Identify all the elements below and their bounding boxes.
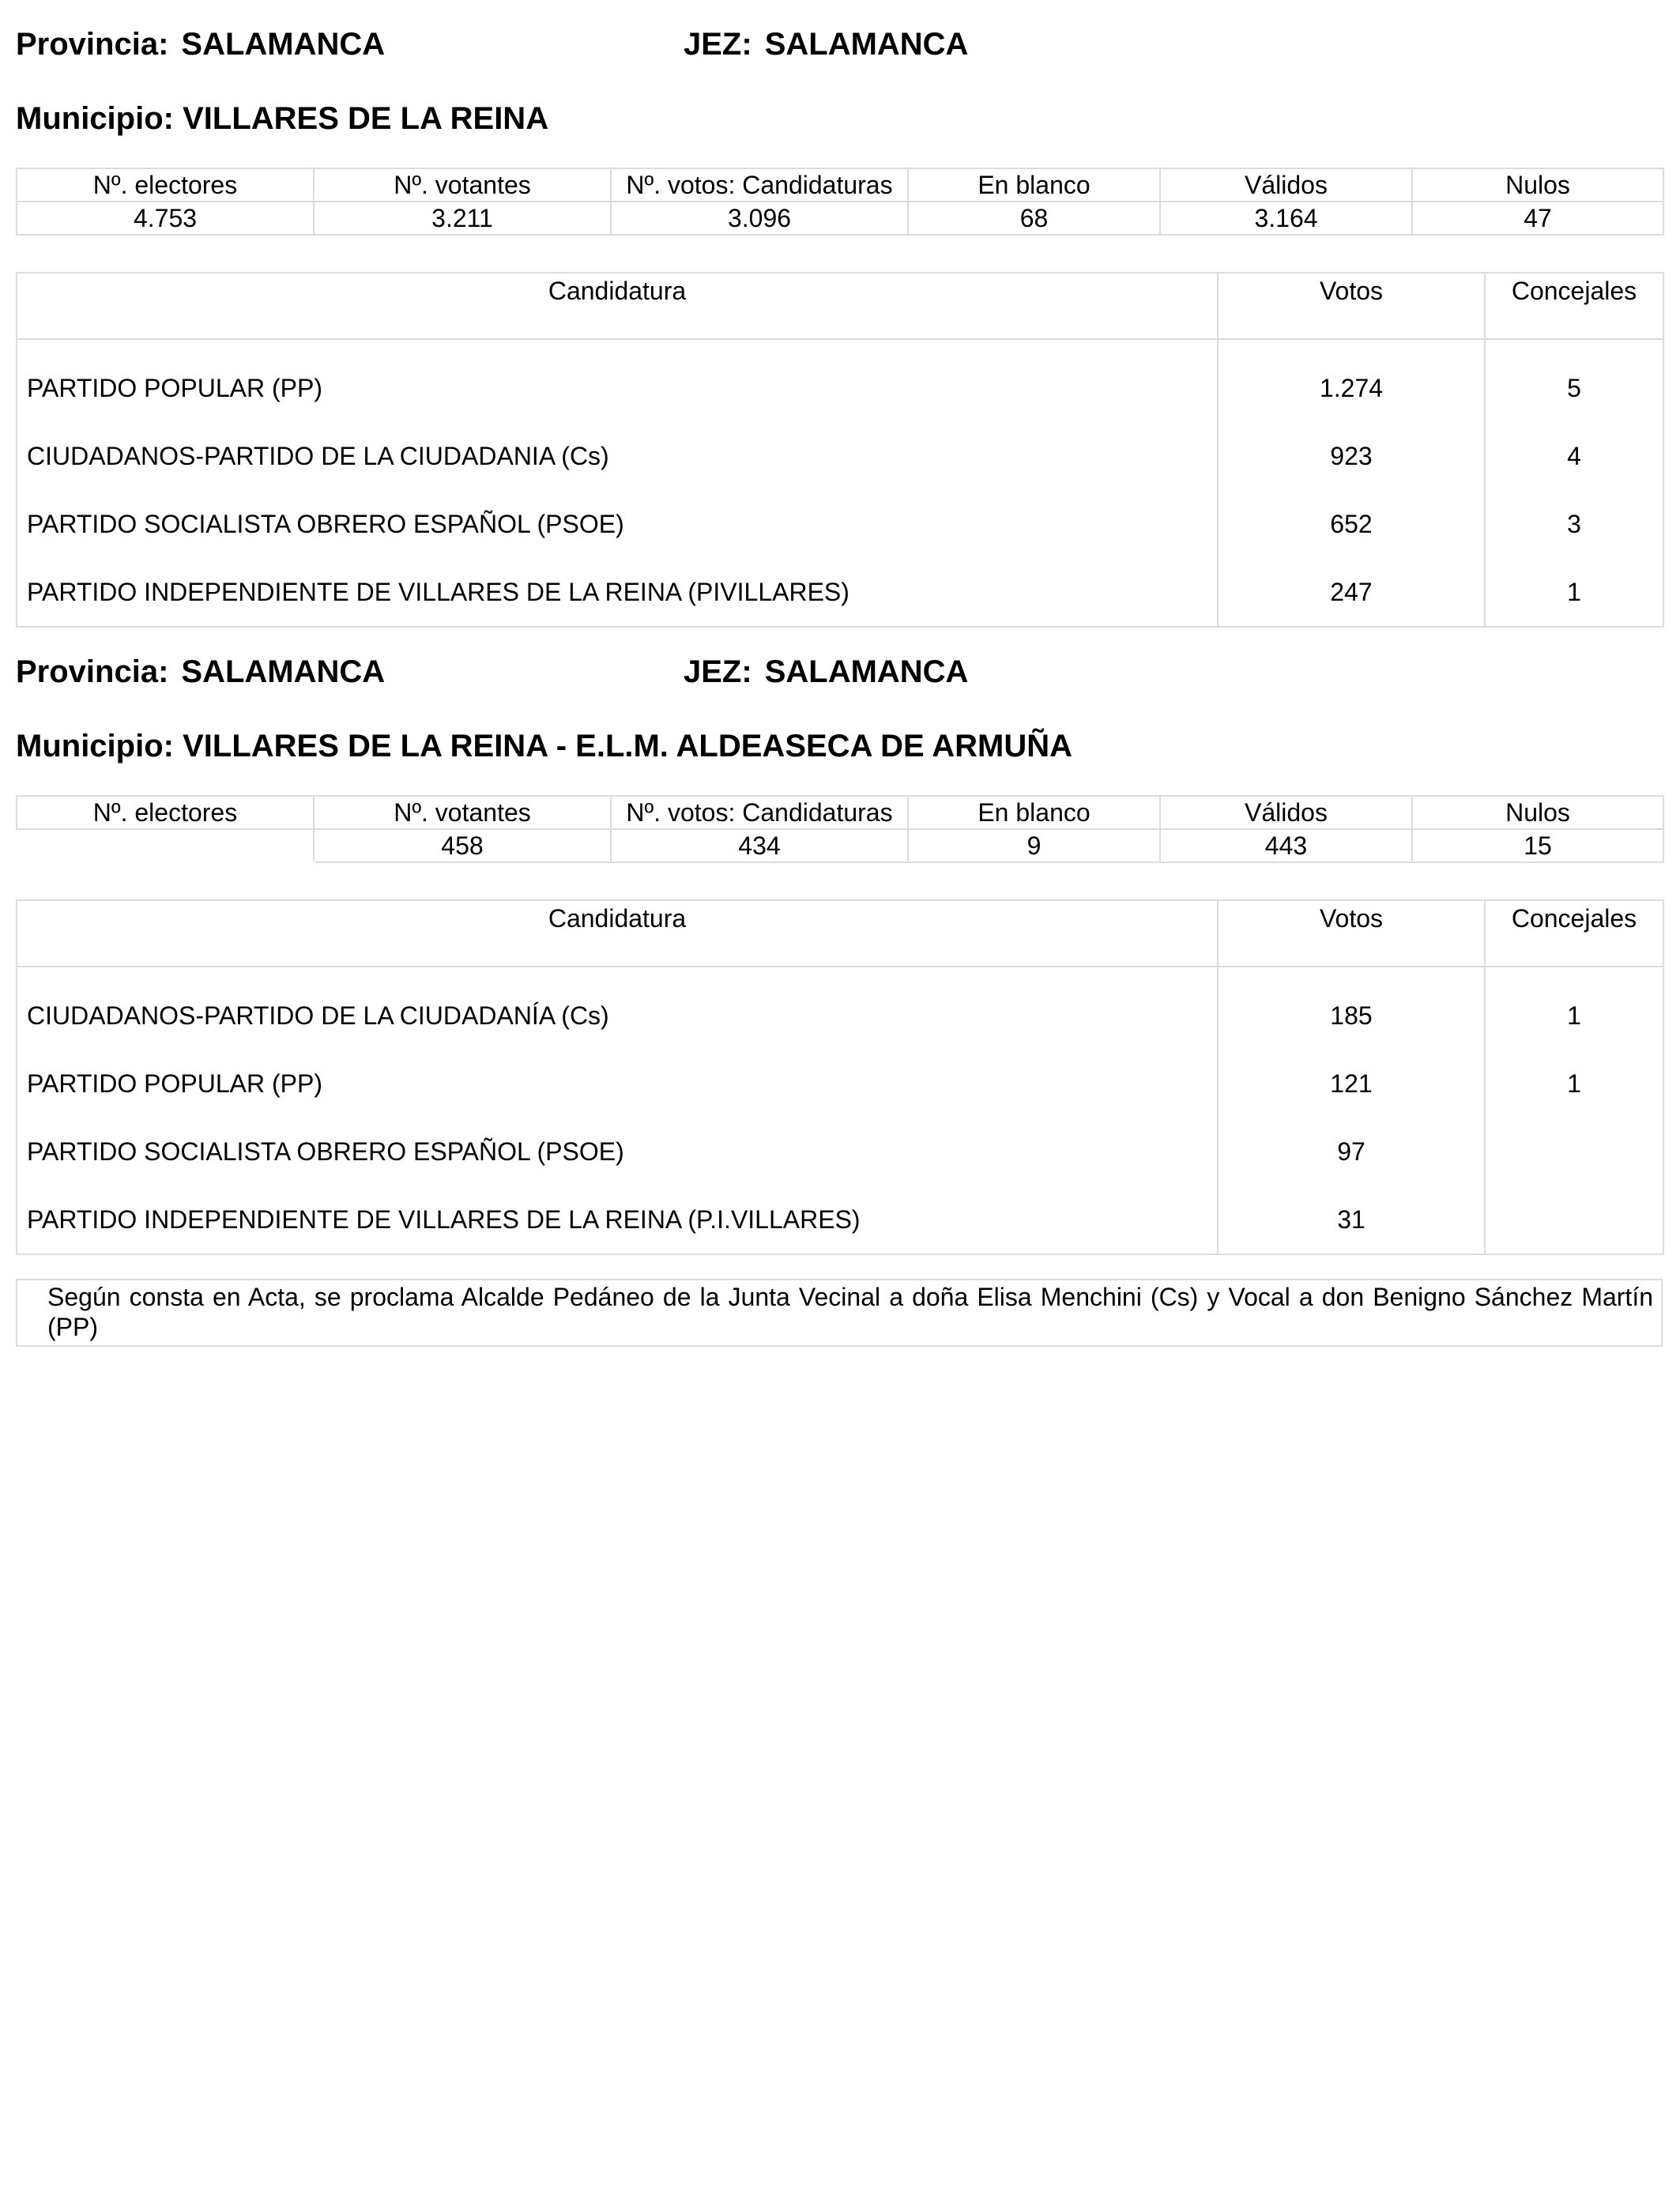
- candidatures-table: [16, 272, 1664, 628]
- stats-value: 3.096: [611, 202, 908, 235]
- stats-value: 15: [1412, 829, 1663, 862]
- stats-value: 458: [314, 829, 611, 862]
- provincia-line: [16, 27, 385, 62]
- provincia-line: [16, 654, 385, 689]
- votes-value: 1.274: [1319, 374, 1384, 402]
- seats-value: 4: [1567, 442, 1581, 470]
- municipio-label: Municipio:: [16, 729, 174, 763]
- candidatures-body-row: [17, 339, 1663, 627]
- candidature-votes: [1218, 339, 1485, 627]
- jez-value: SALAMANCA: [764, 654, 969, 689]
- jez-label: JEZ:: [684, 654, 752, 689]
- candidatures-table: [16, 899, 1664, 1255]
- stats-value-row: [17, 829, 1663, 862]
- municipio-value: VILLARES DE LA REINA - E.L.M. ALDEASECA DE ARMUÑA: [183, 729, 1073, 763]
- provincia-value: SALAMANCA: [181, 654, 386, 689]
- votos-header: Votos: [1218, 900, 1485, 967]
- candidature-seats: [1485, 967, 1663, 1254]
- stats-value: 3.211: [314, 202, 611, 235]
- concejales-header: Concejales: [1485, 900, 1663, 967]
- candidatures-header-row: [17, 900, 1663, 967]
- candidatura-header: Candidatura: [17, 273, 1218, 339]
- stats-value: 3.164: [1160, 202, 1412, 235]
- municipio-line: [16, 729, 1072, 763]
- provincia-value: SALAMANCA: [181, 27, 386, 62]
- stats-value: 47: [1412, 202, 1663, 235]
- candidature-name: PARTIDO INDEPENDIENTE DE VILLARES DE LA REINA (PIVILLARES): [27, 578, 849, 606]
- candidatura-header: Candidatura: [17, 900, 1218, 967]
- stats-value: 443: [1160, 829, 1412, 862]
- candidature-seats: [1485, 339, 1663, 627]
- stats-table: [16, 795, 1664, 863]
- votes-value: 923: [1330, 442, 1373, 470]
- stats-value: [17, 829, 314, 862]
- seats-value: 1: [1567, 1069, 1581, 1098]
- stats-table: [16, 168, 1664, 236]
- stats-value-row: [17, 202, 1663, 235]
- votes-value: 185: [1330, 1001, 1373, 1030]
- stats-header: Nº. votos: Candidaturas: [611, 796, 908, 829]
- seats-value: [1486, 1118, 1663, 1186]
- candidature-name: PARTIDO POPULAR (PP): [27, 374, 322, 402]
- stats-header-row: [17, 796, 1663, 829]
- proclamation-note: Según consta en Acta, se proclama Alcalde Pedáneo de la Junta Vecinal a doña Elisa Menchini (Cs) y Vocal a don Benigno Sánchez Martín (PP): [16, 1279, 1663, 1347]
- candidature-name: PARTIDO INDEPENDIENTE DE VILLARES DE LA REINA (P.I.VILLARES): [27, 1205, 861, 1234]
- municipio-label: Municipio:: [16, 101, 174, 136]
- provincia-label: Provincia:: [16, 27, 169, 62]
- votes-value: 652: [1330, 510, 1373, 538]
- stats-header: Nulos: [1412, 796, 1663, 829]
- votos-header: Votos: [1218, 273, 1485, 339]
- stats-header: Nulos: [1412, 168, 1663, 202]
- stats-header: Nº. votantes: [314, 796, 611, 829]
- stats-header: En blanco: [908, 168, 1160, 202]
- candidature-names: [17, 967, 1218, 1254]
- candidature-names: [17, 339, 1218, 627]
- candidatures-body-row: [17, 967, 1663, 1254]
- stats-header-row: [17, 168, 1663, 202]
- stats-header: Nº. electores: [17, 168, 314, 202]
- provincia-label: Provincia:: [16, 654, 169, 689]
- municipio-line: [16, 101, 548, 136]
- seats-value: [1486, 1186, 1663, 1253]
- stats-value: 4.753: [17, 202, 314, 235]
- jez-value: SALAMANCA: [764, 27, 969, 62]
- stats-value: 68: [908, 202, 1160, 235]
- stats-header: En blanco: [908, 796, 1160, 829]
- candidature-name: PARTIDO POPULAR (PP): [27, 1069, 322, 1098]
- concejales-header: Concejales: [1485, 273, 1663, 339]
- votes-value: 247: [1330, 578, 1373, 606]
- seats-value: 3: [1567, 510, 1581, 538]
- candidature-votes: [1218, 967, 1485, 1254]
- stats-header: Nº. votantes: [314, 168, 611, 202]
- candidature-name: PARTIDO SOCIALISTA OBRERO ESPAÑOL (PSOE): [27, 510, 624, 538]
- candidature-name: CIUDADANOS-PARTIDO DE LA CIUDADANIA (Cs): [27, 442, 609, 470]
- stats-header: Válidos: [1160, 796, 1412, 829]
- votes-value: 31: [1337, 1205, 1365, 1234]
- stats-header: Nº. electores: [17, 796, 314, 829]
- jez-label: JEZ:: [684, 27, 752, 62]
- municipio-value: VILLARES DE LA REINA: [183, 101, 549, 136]
- votes-value: 121: [1330, 1069, 1373, 1098]
- stats-value: 9: [908, 829, 1160, 862]
- seats-value: 5: [1567, 374, 1581, 402]
- votes-value: 97: [1337, 1137, 1365, 1166]
- stats-header: Nº. votos: Candidaturas: [611, 168, 908, 202]
- candidature-name: PARTIDO SOCIALISTA OBRERO ESPAÑOL (PSOE): [27, 1137, 624, 1166]
- seats-value: 1: [1567, 1001, 1581, 1030]
- stats-header: Válidos: [1160, 168, 1412, 202]
- seats-value: 1: [1567, 578, 1581, 606]
- jez-line: [684, 654, 968, 689]
- candidature-name: CIUDADANOS-PARTIDO DE LA CIUDADANÍA (Cs): [27, 1001, 609, 1030]
- candidatures-header-row: [17, 273, 1663, 339]
- stats-value: 434: [611, 829, 908, 862]
- jez-line: [684, 27, 968, 62]
